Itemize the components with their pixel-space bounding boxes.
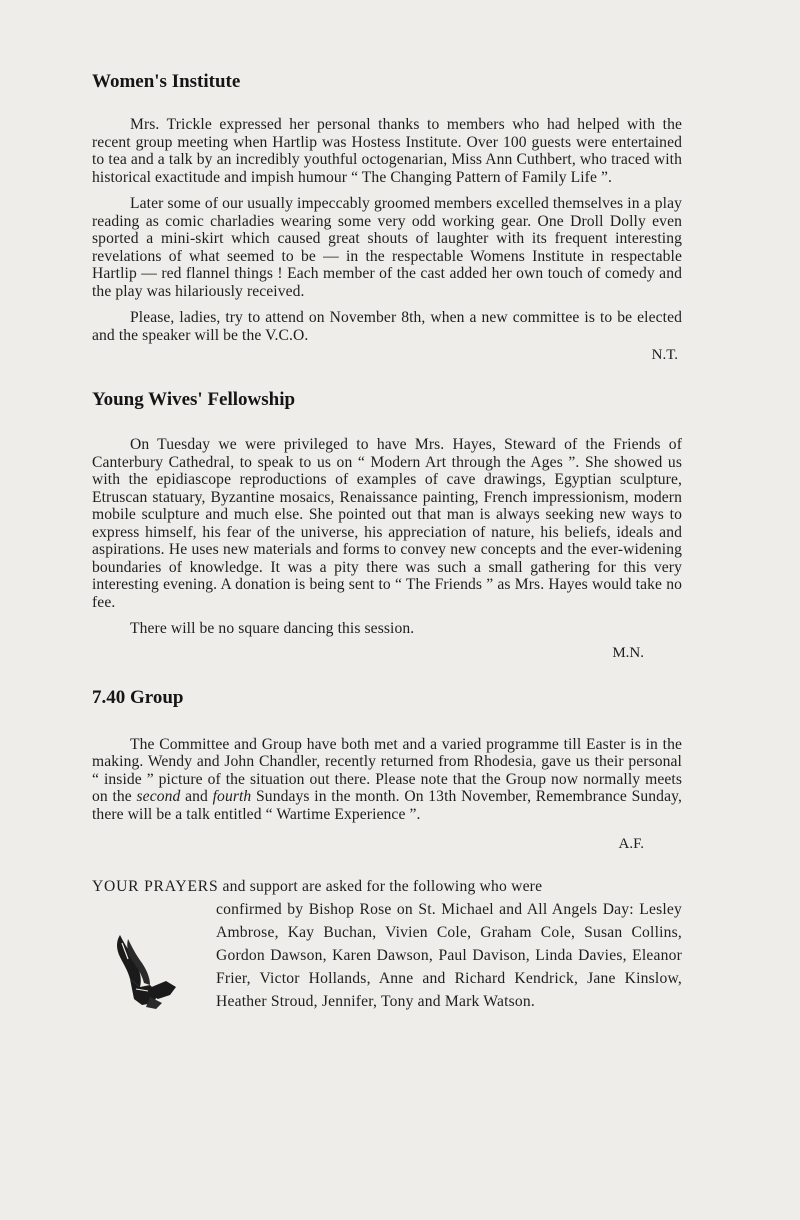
paragraph-text: and (180, 788, 213, 805)
author-initials: M.N. (612, 644, 644, 661)
prayers-first-line (92, 875, 682, 898)
paragraph: On Tuesday we were privileged to have Mrs. Hayes, Steward of the Friends of Canterbury Cathedral, to speak to us on “ Modern Art through the Ages ”. She showed us with the epidiascope reproductions of examples of cave drawings, Egyptian sculpture, Etruscan statuary, Byzantine mosaics, Renaissance painting, French impressionism, modern mobile sculpture and much else. She pointed out that man is always seeking new ways to express himself, his fear of the universe, his appreciation of nature, his beliefs, ideals and aspirations. He uses new materials and forms to convey new concepts and the ever-widening boundaries of knowledge. It was a pity there was such a small gathering for this very interesting evening. A donation is being sent to “ The Friends ” as Mrs. Hayes would take no fee. (92, 436, 682, 611)
section-heading: 7.40 Group (92, 686, 184, 708)
page-content (92, 66, 682, 1013)
prayers-section (92, 875, 682, 1013)
paragraph-text: The Committee and Group have both met and a varied programme till Easter is in the making. Wendy and John Chandler, recently returned from Rhodesia, gave us their personal “ inside ” picture of the situation out there. Please note that the Group now normally meets on the (92, 735, 682, 805)
group-740-section (92, 682, 682, 856)
paragraph: Mrs. Trickle expressed her personal thanks to members who had helped with the recent group meeting when Hartlip was Hostess Institute. Over 100 guests were entertained to tea and a talk by an incredibly youthful octogenarian, Miss Ann Cuthbert, who traced with historical exactitude and impish humour “ The Changing Pattern of Family Life ”. (92, 116, 682, 186)
author-initials: N.T. (651, 347, 678, 363)
section-heading: Young Wives' Fellowship (92, 389, 296, 410)
confirmation-names: confirmed by Bishop Rose on St. Michael and All Angels Day: Lesley Ambrose, Kay Buchan, Vivien Cole, Graham Cole, Susan Collins, Gordon Dawson, Karen Dawson, Paul Davison, Linda Davies, Eleanor Frier, Victor Hollands, Anne and Richard Kendrick, Jane Kinslow, Heather Stroud, Jennifer, Tony and Mark Watson. (216, 901, 682, 1010)
section-heading: Women's Institute (92, 71, 241, 92)
emphasis-text: second (136, 788, 181, 805)
paragraph: There will be no square dancing this session. (130, 620, 415, 637)
paragraph: Please, ladies, try to attend on November 8th, when a new committee is to be elected and the speaker will be the V.C.O. (92, 309, 682, 344)
young-wives-section (92, 384, 682, 664)
paragraph: Later some of our usually impeccably groomed members excelled themselves in a play reading as comic charladies wearing some very odd working gear. One Droll Dolly even sported a mini-skirt which caused great shouts of laughter with its frequent interesting revelations of what seemed to be — in the respectable Womens Institute in respectable Hartlip — red flannel things ! Each member of the cast added her own touch of comedy and the play was hilariously received. (92, 195, 682, 300)
womens-institute-section (92, 66, 682, 366)
prayers-caps: YOUR PRAYERS (92, 878, 219, 895)
prayers-text: and support are asked for the following who were (218, 878, 543, 895)
paragraph-text: Sundays in the month. On 13th November, Remembrance Sunday, there will be a talk entitled “ Wartime Experience ”. (92, 788, 682, 823)
author-initials: A.F. (618, 836, 644, 852)
praying-hands-icon (106, 933, 178, 1011)
emphasis-text: fourth (212, 788, 252, 805)
paragraph (92, 736, 682, 824)
